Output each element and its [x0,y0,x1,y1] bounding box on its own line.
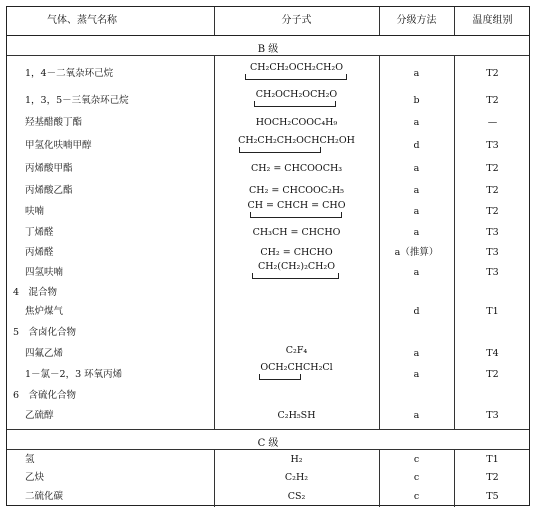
row-method: a（推算） [394,247,439,258]
row-formula: CH₂CH₂OCH₂CH₂O [249,62,344,73]
ring-bond [259,374,301,380]
row-formula: CS₂ [287,491,306,502]
row-method: a [413,410,420,421]
col-divider [214,7,215,35]
row-group: T2 [486,472,499,483]
row-formula: C₂H₅SH [277,410,316,421]
row-formula: CH₂OCH₂OCH₂O [255,89,338,100]
row-method: c [413,472,420,483]
row-group: T5 [486,491,499,502]
row-method: a [413,206,420,217]
row-formula: CH₂(CH₂)₂CH₂O [257,261,336,272]
table-header [7,7,529,36]
row-formula: OCH₂CHCH₂Cl [260,362,333,373]
col-divider [379,7,380,35]
row-group: T3 [486,227,499,238]
row-method: a [413,369,420,380]
row-name: 乙炔 [25,472,45,483]
row-group: T3 [486,267,499,278]
row-formula: CH₂CH₂CH₂OCHCH₂OH [238,135,355,146]
row-formula: HOCH₂COOC₄H₉ [255,117,338,128]
row-method: a [413,163,420,174]
row-group: T1 [486,454,499,465]
row-method: a [413,348,420,359]
ring-bond [239,147,321,153]
row-method: c [413,491,420,502]
group-6-title: 6 含硫化合物 [13,390,77,401]
row-group: T2 [486,369,499,380]
header-formula: 分子式 [281,15,312,26]
row-name: 四氟乙烯 [25,348,64,359]
row-method: b [413,95,420,106]
row-name: 焦炉煤气 [25,306,64,317]
row-method: a [413,185,420,196]
row-formula: CH₃CH = CHCHO [252,227,341,238]
row-group: T3 [486,247,499,258]
section-c-title: C 级 [257,438,279,449]
gas-classification-table [6,6,530,506]
row-method: c [413,454,420,465]
row-name: 羟基醋酸丁酯 [25,117,83,128]
row-name: 1－氯－2，3 环氧丙烯 [25,369,123,380]
row-group: T2 [486,95,499,106]
row-name: 丙烯酸乙酯 [25,185,73,196]
row-method: d [413,306,420,317]
ring-bond [252,273,339,279]
row-group: T2 [486,163,499,174]
section-rule [7,55,529,56]
row-name: 1，4－二氧杂环己烷 [25,68,114,79]
row-formula: CH₂ = CHCHO [260,247,333,258]
row-group: T1 [486,306,499,317]
row-formula: CH₂ = CHCOOCH₃ [250,163,343,174]
header-method: 分级方法 [396,15,437,26]
header-group: 温度组别 [472,15,513,26]
row-group: T2 [486,68,499,79]
row-group: T2 [486,185,499,196]
row-formula: CH₂ = CHCOOC₂H₅ [249,185,344,196]
section-rule [7,429,529,430]
row-formula: C₂H₂ [284,472,309,483]
row-group: T3 [486,410,499,421]
row-name: 丙烯酸甲酯 [25,163,73,174]
ring-bond [245,74,347,80]
row-name: 四氢呋喃 [25,267,64,278]
row-name: 甲氢化呋喃甲醇 [25,140,92,151]
row-name: 二硫化碳 [25,491,64,502]
ring-bond [254,101,336,107]
row-method: a [413,267,420,278]
row-group: T3 [486,140,499,151]
group-5-title: 5 含卤化合物 [13,327,77,338]
col-divider [454,7,455,35]
row-name: 丙烯醛 [25,247,54,258]
row-method: a [413,227,420,238]
section-b-title: B 级 [257,44,279,55]
row-name: 1，3，5－三氧杂环己烷 [25,95,129,106]
header-name: 气体、蒸气名称 [47,15,117,26]
row-method: a [413,68,420,79]
row-name: 丁烯醛 [25,227,54,238]
row-name: 氢 [25,454,35,465]
row-method: a [413,117,420,128]
row-formula: C₂F₄ [285,345,308,356]
ring-bond [250,212,342,218]
row-formula: CH = CHCH = CHO [247,200,346,211]
row-group: — [487,117,498,128]
section-rule [7,449,529,450]
row-formula: H₂ [290,454,303,465]
row-method: d [413,140,420,151]
row-group: T4 [486,348,499,359]
row-group: T2 [486,206,499,217]
row-name: 呋喃 [25,206,45,217]
group-4-title: 4 混合物 [13,287,58,298]
row-name: 乙硫醇 [25,410,54,421]
